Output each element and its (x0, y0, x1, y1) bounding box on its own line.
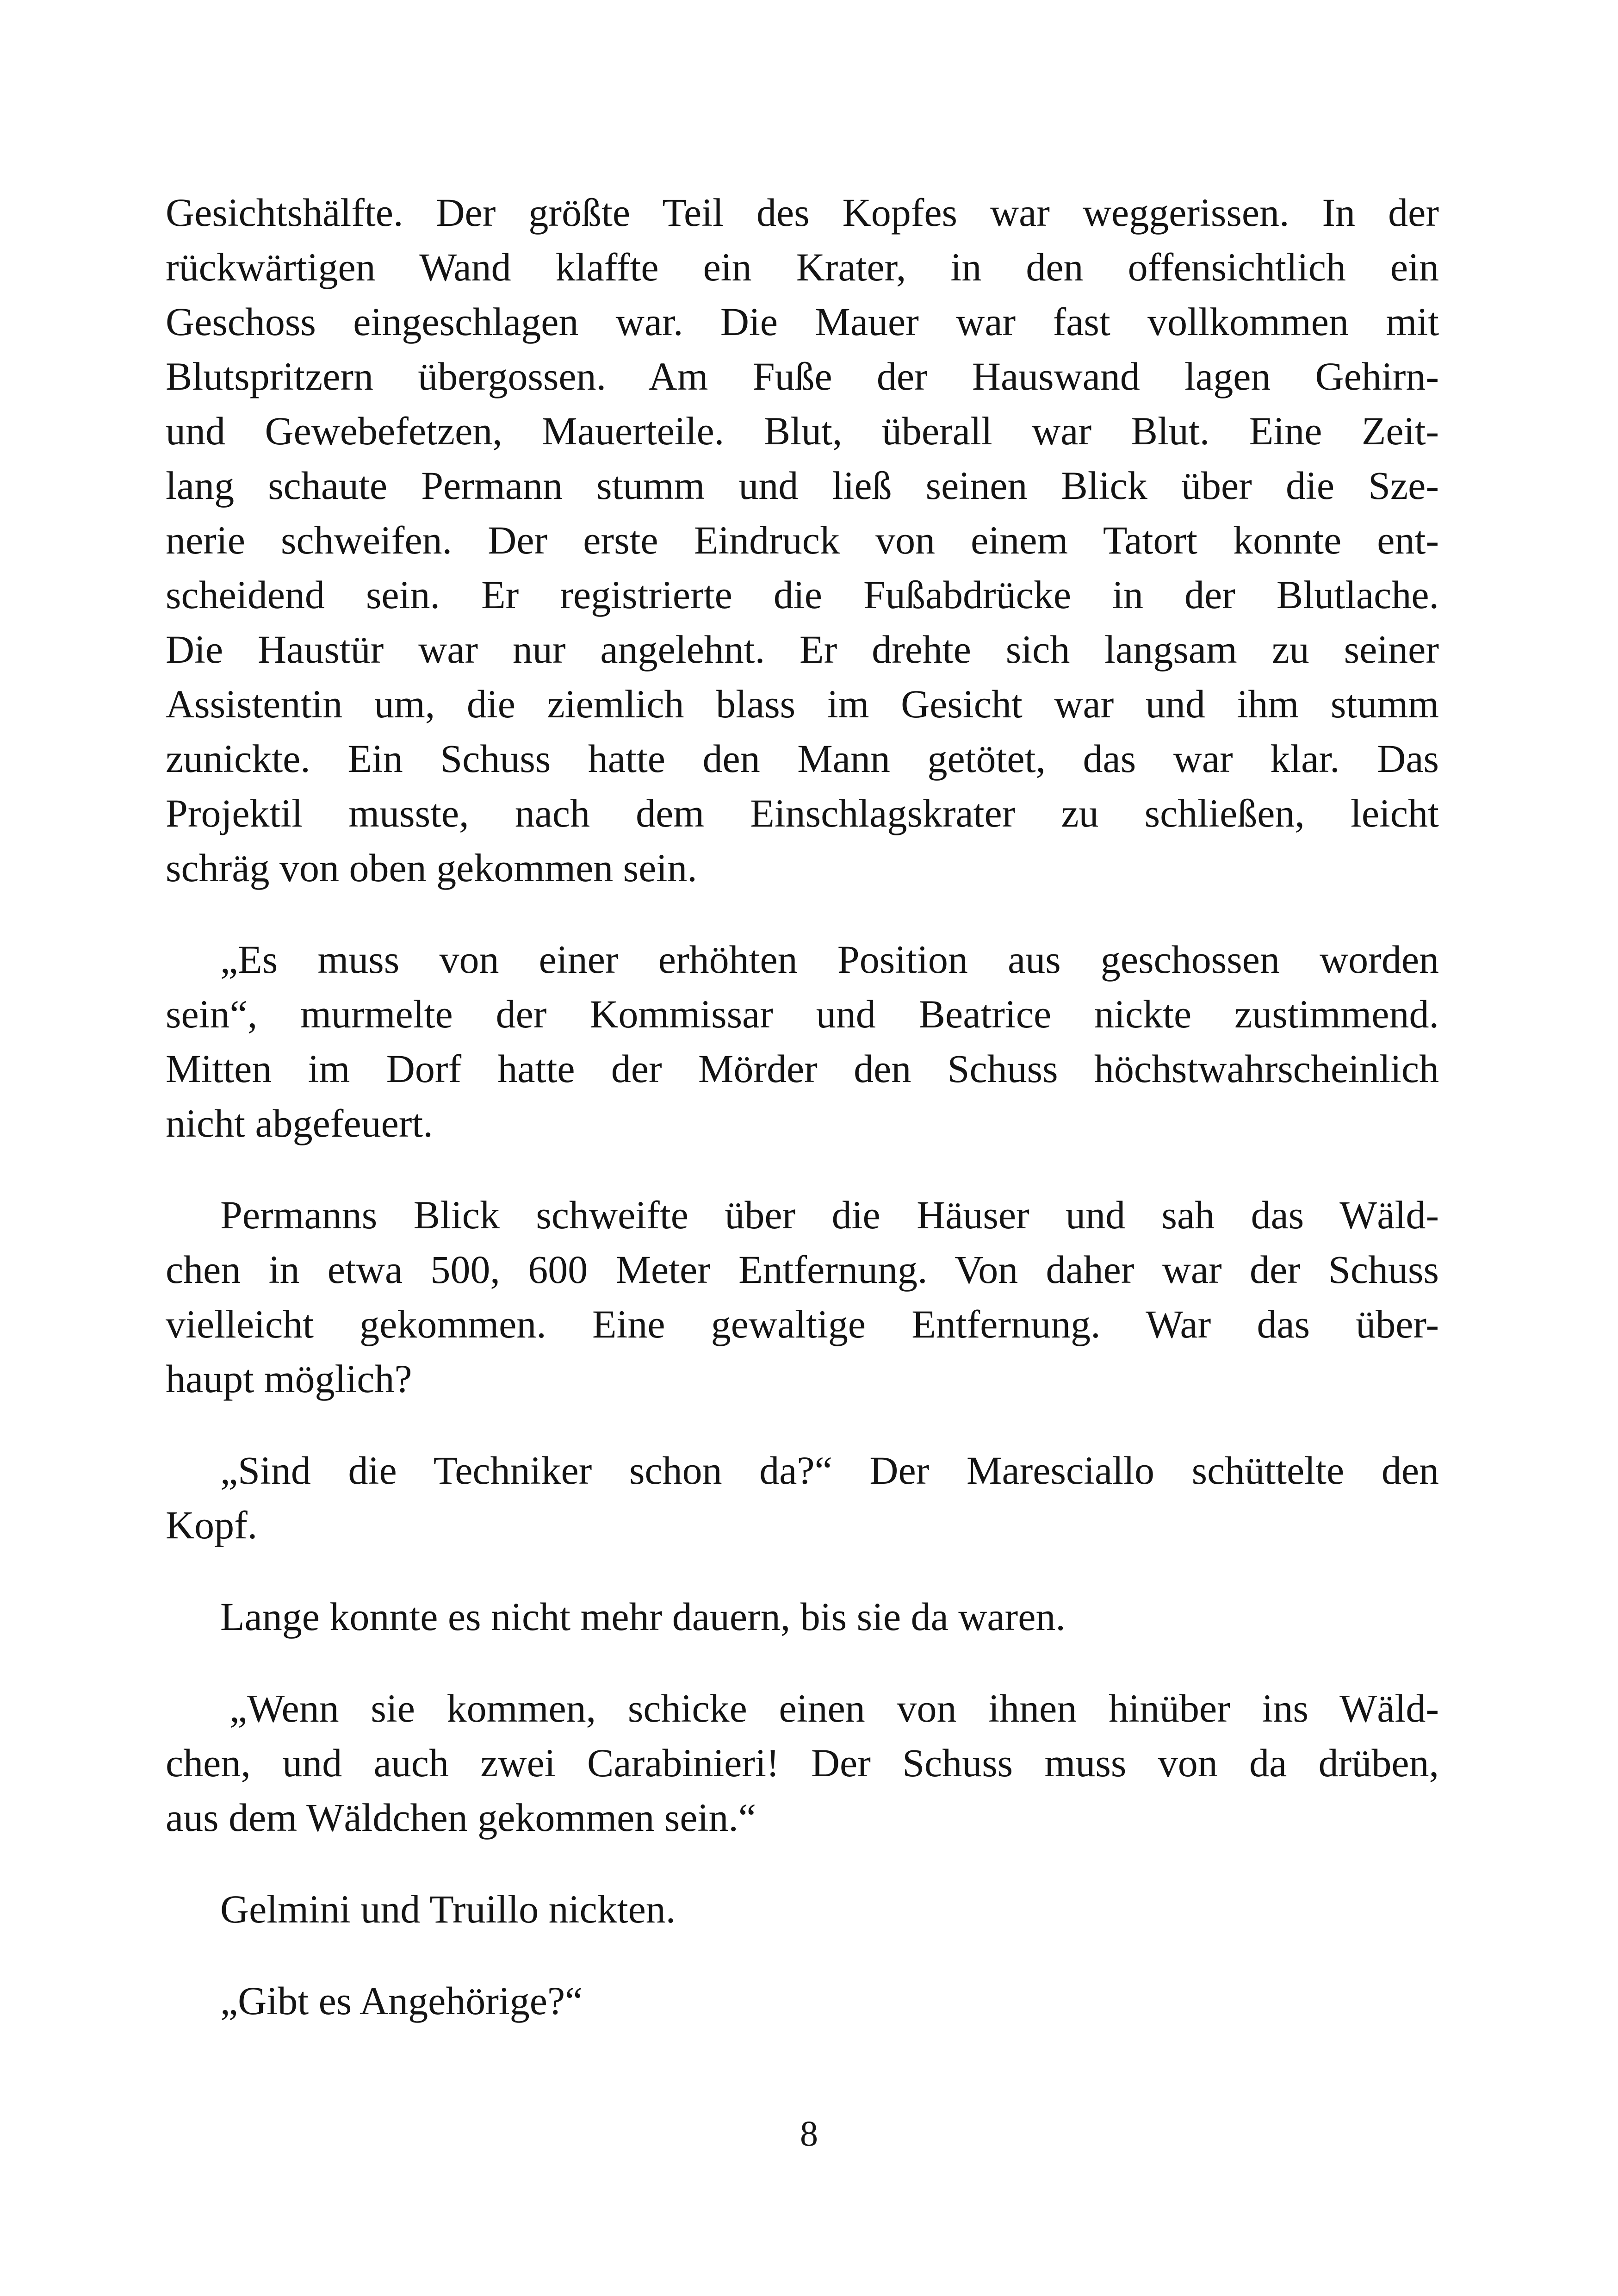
paragraph-spacer (166, 1406, 1439, 1443)
paragraph-8 (166, 1973, 1439, 2028)
text-line: zunickte. Ein Schuss hatte den Mann getötet, das war klar. Das (166, 736, 1439, 781)
text-line: rückwärtigen Wand klaffte ein Krater, in den offensichtlich ein (166, 245, 1439, 289)
paragraph-5 (166, 1589, 1439, 1644)
text-line: und Gewebefetzen, Mauerteile. Blut, überall war Blut. Eine Zeit- (166, 409, 1439, 453)
text-line: Geschoss eingeschlagen war. Die Mauer war fast vollkommen mit (166, 299, 1439, 344)
text-line: nicht abgefeuert. (166, 1101, 433, 1145)
paragraph-spacer (166, 1644, 1439, 1681)
text-line: Permanns Blick schweifte über die Häuser und sah das Wäld- (220, 1193, 1439, 1237)
text-line: „Wenn sie kommen, schicke einen von ihnen hinüber ins Wäld- (229, 1686, 1439, 1730)
paragraph-spacer (166, 1845, 1439, 1882)
text-line: sein“, murmelte der Kommissar und Beatrice nickte zustimmend. (166, 992, 1439, 1036)
text-line: nerie schweifen. Der erste Eindruck von einem Tatort konnte ent- (166, 518, 1439, 562)
text-line: Gelmini und Truillo nickten. (220, 1887, 676, 1931)
paragraph-4 (166, 1443, 1439, 1552)
text-line: Kopf. (166, 1503, 258, 1547)
text-line: Gesichtshälfte. Der größte Teil des Kopfes war weggerissen. In der (166, 190, 1439, 235)
text-line: vielleicht gekommen. Eine gewaltige Entfernung. War das über- (166, 1302, 1439, 1346)
paragraph-1 (166, 185, 1439, 895)
text-line: Mitten im Dorf hatte der Mörder den Schuss höchstwahrscheinlich (166, 1046, 1439, 1091)
text-line: „Gibt es Angehörige?“ (220, 1979, 583, 2023)
text-line: Lange konnte es nicht mehr dauern, bis sie da waren. (220, 1594, 1066, 1639)
paragraph-spacer (166, 1552, 1439, 1589)
paragraph-spacer (166, 895, 1439, 932)
paragraph-3 (166, 1188, 1439, 1406)
paragraph-spacer (166, 1151, 1439, 1188)
text-line: Blutspritzern übergossen. Am Fuße der Hauswand lagen Gehirn- (166, 354, 1439, 398)
text-line: Assistentin um, die ziemlich blass im Gesicht war und ihm stumm (166, 682, 1439, 726)
text-line: aus dem Wäldchen gekommen sein.“ (166, 1795, 756, 1840)
paragraph-7 (166, 1882, 1439, 1936)
text-line: „Es muss von einer erhöhten Position aus geschossen worden (220, 937, 1439, 982)
text-line: „Sind die Techniker schon da?“ Der Maresciallo schüttelte den (220, 1448, 1439, 1493)
text-line: Projektil musste, nach dem Einschlagskrater zu schließen, leicht (166, 791, 1439, 835)
text-line: Die Haustür war nur angelehnt. Er drehte sich langsam zu seiner (166, 627, 1439, 672)
paragraph-6 (166, 1681, 1439, 1845)
text-line: lang schaute Permann stumm und ließ seinen Blick über die Sze- (166, 463, 1439, 508)
text-line: chen in etwa 500, 600 Meter Entfernung. Von daher war der Schuss (166, 1247, 1439, 1292)
paragraph-spacer (166, 1936, 1439, 1973)
text-line: haupt möglich? (166, 1356, 412, 1401)
paragraph-2 (166, 932, 1439, 1151)
text-line: scheidend sein. Er registrierte die Fußabdrücke in der Blutlache. (166, 572, 1439, 617)
page-number: 8 (800, 2113, 818, 2153)
body-text (166, 185, 1439, 2028)
text-line: schräg von oben gekommen sein. (166, 846, 697, 890)
text-line: chen, und auch zwei Carabinieri! Der Schuss muss von da drüben, (166, 1741, 1439, 1785)
